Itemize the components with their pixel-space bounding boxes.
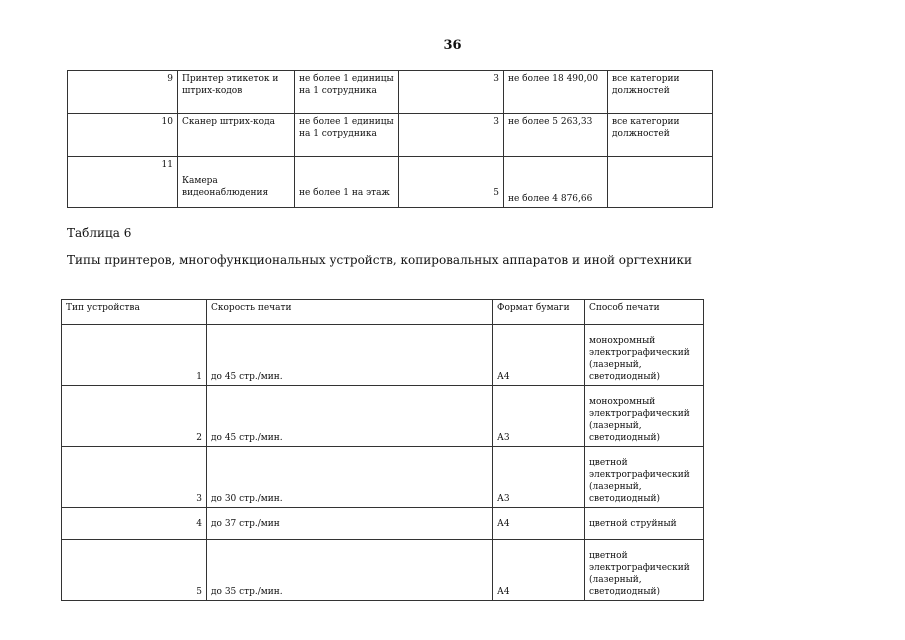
item-years: 3 — [399, 71, 504, 114]
item-price: не более 18 490,00 — [504, 71, 608, 114]
table-title: Типы принтеров, многофункциональных устройств, копировальных аппаратов и иной оргтехники — [67, 253, 692, 267]
row-number: 10 — [68, 114, 178, 157]
item-name: Принтер этикеток и штрих-кодов — [178, 71, 295, 114]
table-row — [68, 71, 713, 114]
table-caption: Таблица 6 — [67, 226, 132, 240]
item-category: все категории должностей — [608, 114, 713, 157]
item-name: Сканер штрих-кода — [178, 114, 295, 157]
paper-format: А3 — [493, 447, 585, 508]
print-speed: до 45 стр./мин. — [207, 386, 493, 447]
header-print-method: Способ печати — [585, 300, 704, 325]
device-type-number: 1 — [62, 325, 207, 386]
print-method: цветной электрографический (лазерный, светодиодный) — [585, 540, 704, 601]
item-norm: не более 1 единицы на 1 сотрудника — [295, 71, 399, 114]
print-method: монохромный электрографический (лазерный, светодиодный) — [585, 386, 704, 447]
row-number: 11 — [68, 157, 178, 208]
printer-types-table — [61, 299, 704, 601]
paper-format: А4 — [493, 508, 585, 540]
paper-format: А3 — [493, 386, 585, 447]
table-header-row — [62, 300, 704, 325]
device-type-number: 4 — [62, 508, 207, 540]
item-price: не более 5 263,33 — [504, 114, 608, 157]
paper-format: А4 — [493, 540, 585, 601]
item-years: 5 — [399, 157, 504, 208]
print-method: цветной струйный — [585, 508, 704, 540]
item-years: 3 — [399, 114, 504, 157]
header-device-type: Тип устройства — [62, 300, 207, 325]
table-row — [62, 447, 704, 508]
print-speed: до 30 стр./мин. — [207, 447, 493, 508]
print-speed: до 45 стр./мин. — [207, 325, 493, 386]
print-method: монохромный электрографический (лазерный, светодиодный) — [585, 325, 704, 386]
device-type-number: 5 — [62, 540, 207, 601]
item-price: не более 4 876,66 — [504, 157, 608, 208]
print-method: цветной электрографический (лазерный, светодиодный) — [585, 447, 704, 508]
paper-format: А4 — [493, 325, 585, 386]
device-type-number: 2 — [62, 386, 207, 447]
table-row — [68, 157, 713, 208]
row-number: 9 — [68, 71, 178, 114]
item-norm: не более 1 единицы на 1 сотрудника — [295, 114, 399, 157]
print-speed: до 37 стр./мин — [207, 508, 493, 540]
table-row — [62, 508, 704, 540]
header-paper-format: Формат бумаги — [493, 300, 585, 325]
print-speed: до 35 стр./мин. — [207, 540, 493, 601]
device-type-number: 3 — [62, 447, 207, 508]
item-norm: не более 1 на этаж — [295, 157, 399, 208]
table-row — [62, 386, 704, 447]
table-row — [62, 540, 704, 601]
header-print-speed: Скорость печати — [207, 300, 493, 325]
table-row — [62, 325, 704, 386]
table-row — [68, 114, 713, 157]
item-category — [608, 157, 713, 208]
item-name: Камера видеонаблюдения — [178, 157, 295, 208]
equipment-table — [67, 70, 713, 208]
page-number: 36 — [443, 38, 462, 53]
item-category: все категории должностей — [608, 71, 713, 114]
